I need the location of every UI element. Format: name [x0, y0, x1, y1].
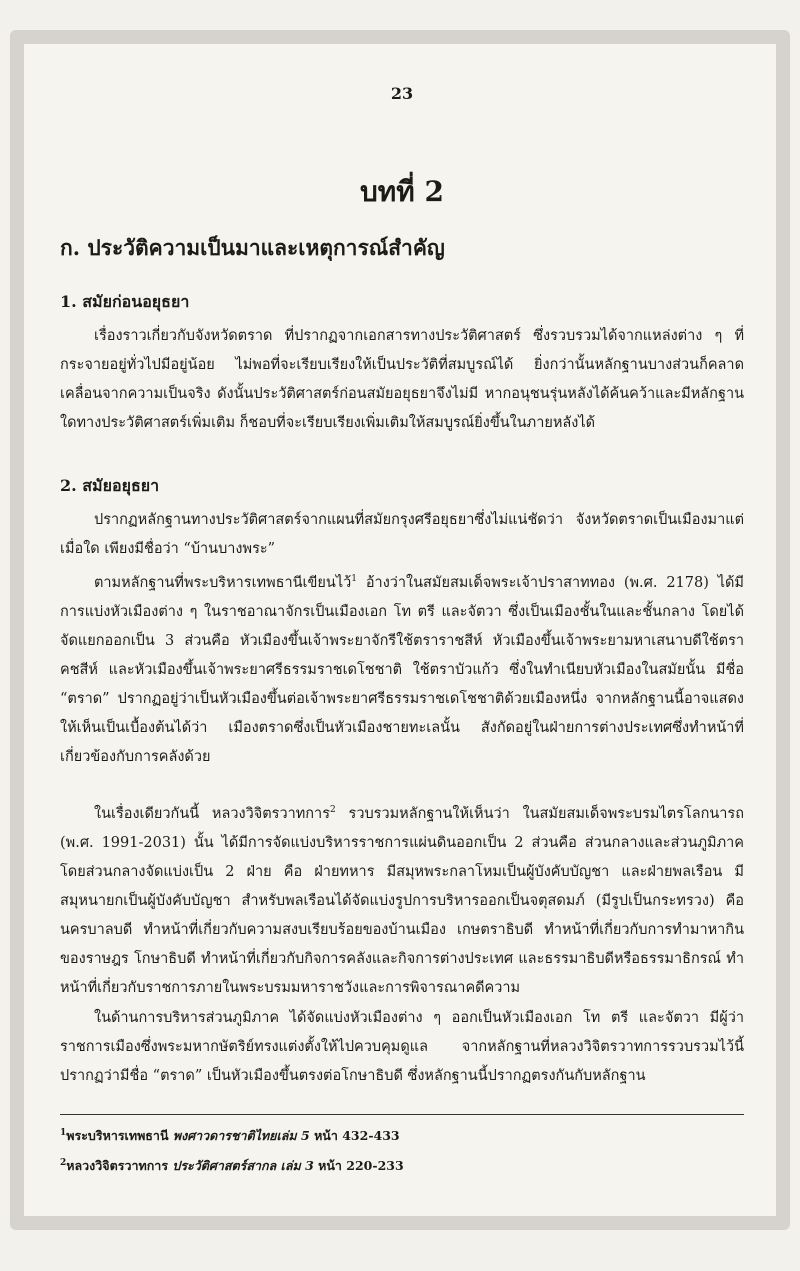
page-number: 23 — [390, 84, 414, 103]
footnote-pages: หน้า 432-433 — [309, 1128, 400, 1143]
footnote-divider — [60, 1114, 744, 1115]
subsection-heading-2: 2. สมัยอยุธยา — [60, 476, 160, 495]
paragraph-pre-ayutthaya: เรื่องราวเกี่ยวกับจังหวัดตราด ที่ปรากฏจากเอกสารทางประวัติศาสตร์ ซึ่งรวบรวมได้จากแหล่งต่าง ๆ ที่กระจายอยู่ทั่วไปมีอยู่น้อย ไม่พอที่จะเรียบเรียงให้เป็นประวัติที่สมบูรณ์ได้ ยิ่งกว่านั้นหลักฐานบางส่วนก็คลาดเคลื่อนจากความเป็นจริง ดังนั้นประวัติศาสตร์ก่อนสมัยอยุธยาจึงไม่มี หากอนุชนรุ่นหลังได้ค้นคว้าและมีหลักฐานใดทางประวัติศาสตร์เพิ่มเติม ก็ชอบที่จะเรียบเรียงเพิ่มเติมให้สมบูรณ์ยิ่งขึ้นในภายหลังได้ — [60, 328, 744, 431]
paragraph-ayutthaya-3 — [60, 800, 744, 1003]
footnote-book-title: ประวัติศาสตร์สากล เล่ม 3 — [172, 1158, 314, 1173]
footnote-mark: 1 — [60, 1127, 67, 1138]
footnote-ref-2: 2 — [330, 805, 336, 816]
paragraph-ayutthaya-1: ปรากฏหลักฐานทางประวัติศาสตร์จากแผนที่สมัยกรุงศรีอยุธยาซึ่งไม่แน่ชัดว่า จังหวัดตราดเป็นเมืองมาแต่เมื่อใด เพียงมีชื่อว่า “บ้านบางพระ” — [60, 512, 744, 557]
footnote-1 — [60, 1126, 400, 1146]
footnote-ref-1: 1 — [351, 574, 357, 585]
book-page — [24, 44, 776, 1216]
footnote-book-title: พงศาวดารชาติไทยเล่ม 5 — [172, 1128, 310, 1143]
paragraph-text: ตามหลักฐานที่พระบริหารเทพธานีเขียนไว้ — [94, 575, 352, 591]
section-title: ก. ประวัติความเป็นมาและเหตุการณ์สำคัญ — [60, 235, 445, 260]
paragraph-ayutthaya-4: ในด้านการบริหารส่วนภูมิภาค ได้จัดแบ่งหัวเมืองต่าง ๆ ออกเป็นหัวเมืองเอก โท ตรี และจัตวา มีผู้ว่าราชการเมืองซึ่งพระมหากษัตริย์ทรงแต่งตั้งให้ไปควบคุมดูแล จากหลักฐานที่หลวงวิจิตรวาทการรวบรวมไว้นี้ ปรากฏว่ามีชื่อ “ตราด” เป็นหัวเมืองขึ้นตรงต่อโกษาธิบดี ซึ่งหลักฐานนี้ปรากฏตรงกันกับหลักฐาน — [60, 1010, 744, 1084]
paragraph-ayutthaya-2 — [60, 569, 744, 772]
subsection-heading-1: 1. สมัยก่อนอยุธยา — [60, 292, 190, 311]
chapter-title: บทที่ 2 — [360, 175, 444, 208]
paragraph-text: อ้างว่าในสมัยสมเด็จพระเจ้าปราสาททอง (พ.ศ. 2178) ได้มีการแบ่งหัวเมืองต่าง ๆ ในราชอาณาจักรเป็นเมืองเอก โท ตรี และจัตวา ซึ่งเป็นเมืองชั้นในและชั้นกลาง โดยได้จัดแยกออกเป็น 3 ส่วนคือ หัวเมืองขึ้นเจ้าพระยาจักรีใช้ตราราชสีห์ หัวเมืองขึ้นเจ้าพระยามหาเสนาบดีใช้ตราคชสีห์ และหัวเมืองขึ้นเจ้าพระยาศรีธรรมราชเดโชชาติ ใช้ตราบัวแก้ว ซึ่งในทำเนียบหัวเมืองในสมัยนั้น มีชื่อ “ตราด” ปรากฏอยู่ว่าเป็นหัวเมืองขึ้นต่อเจ้าพระยาศรีธรรมราชเดโชชาติด้วยเมืองหนึ่ง จากหลักฐานนี้อาจแสดงให้เห็นเป็นเบื้องต้นได้ว่า เมืองตราดซึ่งเป็นหัวเมืองชายทะเลนั้น สังกัดอยู่ในฝ่ายการต่างประเทศซึ่งทำหน้าที่เกี่ยวข้องกับการคลังด้วย — [60, 575, 744, 765]
paragraph-text: รวบรวมหลักฐานให้เห็นว่า ในสมัยสมเด็จพระบรมไตรโลกนารถ (พ.ศ. 1991-2031) นั้น ได้มีการจัดแบ่งบริหารราชการแผ่นดินออกเป็น 2 ส่วนคือ ส่วนกลางและส่วนภูมิภาค โดยส่วนกลางจัดแบ่งเป็น 2 ฝ่าย คือ ฝ่ายทหาร มีสมุหพระกลาโหมเป็นผู้บังคับบัญชา และฝ่ายพลเรือน มีสมุหนายกเป็นผู้บังคับบัญชา สำหรับพลเรือนได้จัดแบ่งรูปการบริหารออกเป็นจตุสดมภ์ (มีรูปเป็นกระทรวง) คือ นครบาลบดี ทำหน้าที่เกี่ยวกับความสงบเรียบร้อยของบ้านเมือง เกษตราธิบดี ทำหน้าที่เกี่ยวกับการทำมาหากินของราษฎร โกษาธิบดี ทำหน้าที่เกี่ยวกับกิจการคลังและกิจการต่างประเทศ และธรรมาธิบดีหรือธรรมาธิกรณ์ ทำหน้าที่เกี่ยวกับราชการภายในพระบรมมหาราชวังและการพิจารณาคดีความ — [60, 806, 744, 996]
footnote-pages: หน้า 220-233 — [313, 1158, 404, 1173]
paragraph-text: ในเรื่องเดียวกันนี้ หลวงวิจิตรวาทการ — [94, 806, 330, 822]
footnote-author: พระบริหารเทพธานี — [66, 1128, 173, 1143]
footnote-author: หลวงวิจิตรวาทการ — [66, 1158, 173, 1173]
footnote-mark: 2 — [60, 1157, 67, 1168]
footnote-2 — [60, 1156, 404, 1176]
